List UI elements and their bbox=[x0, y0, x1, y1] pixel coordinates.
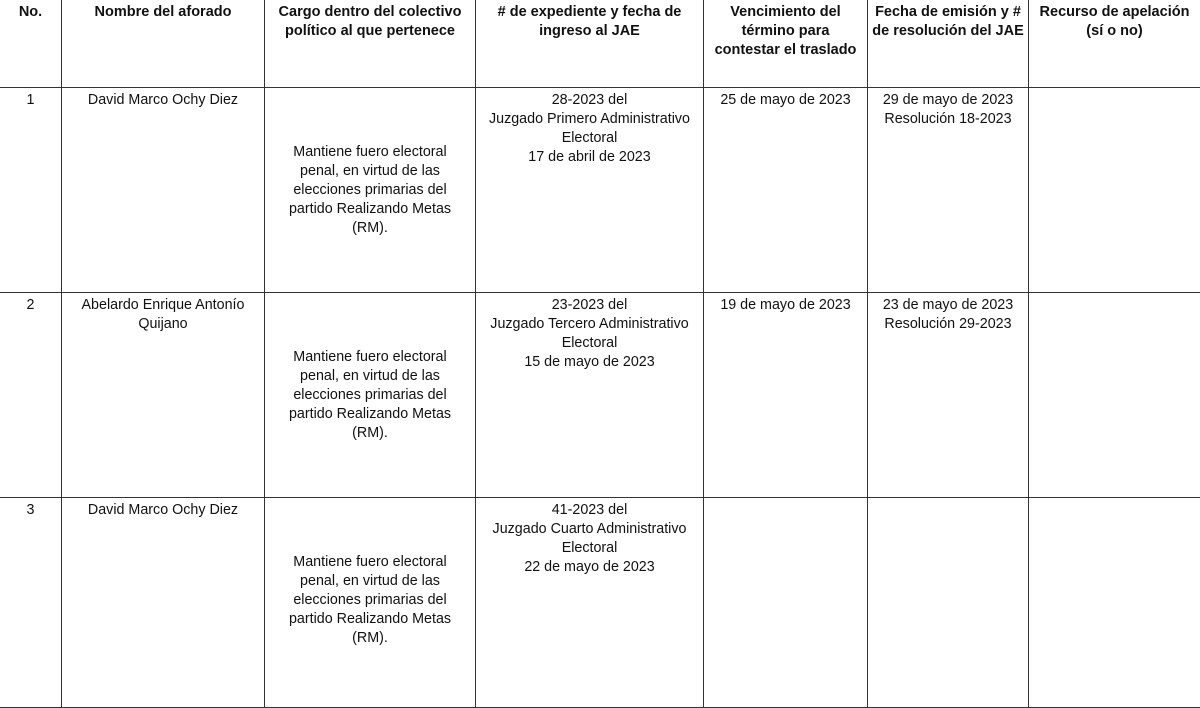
cell-cargo bbox=[265, 498, 476, 708]
cell-expediente bbox=[476, 293, 704, 498]
expediente-type: Electoral bbox=[482, 334, 697, 353]
cell-cargo bbox=[265, 88, 476, 293]
row-number: 3 bbox=[0, 498, 61, 520]
row-number: 1 bbox=[0, 88, 61, 110]
expediente-court: Juzgado Cuarto Administrativo bbox=[482, 520, 697, 539]
vencimiento-date: 19 de mayo de 2023 bbox=[704, 293, 867, 315]
aforado-name: Abelardo Enrique Antonío Quijano bbox=[62, 293, 264, 334]
expediente-date: 17 de abril de 2023 bbox=[482, 148, 697, 167]
emision-date: 23 de mayo de 2023 bbox=[874, 296, 1022, 315]
header-emision bbox=[868, 0, 1029, 88]
header-nombre bbox=[62, 0, 265, 88]
expediente-number: 41-2023 del bbox=[482, 501, 697, 520]
header-no-label: No. bbox=[0, 3, 61, 22]
expediente-block bbox=[476, 293, 703, 372]
expediente-date: 22 de mayo de 2023 bbox=[482, 558, 697, 577]
header-vencimiento-label: Vencimiento del término para contestar el traslado bbox=[704, 3, 867, 60]
cell-expediente bbox=[476, 498, 704, 708]
cargo-text: Mantiene fuero electoral penal, en virtud de las elecciones primarias del partido Realizando Metas (RM). bbox=[265, 88, 475, 238]
cell-vencimiento bbox=[704, 498, 868, 708]
cell-emision bbox=[868, 293, 1029, 498]
expediente-type: Electoral bbox=[482, 539, 697, 558]
cell-no bbox=[0, 88, 62, 293]
cell-vencimiento bbox=[704, 88, 868, 293]
cell-emision bbox=[868, 498, 1029, 708]
expediente-court: Juzgado Tercero Administrativo bbox=[482, 315, 697, 334]
expediente-type: Electoral bbox=[482, 129, 697, 148]
header-emision-label: Fecha de emisión y # de resolución del JAE bbox=[868, 3, 1028, 41]
recurso-value bbox=[1029, 88, 1200, 91]
cell-nombre bbox=[62, 498, 265, 708]
recurso-value bbox=[1029, 293, 1200, 296]
cell-recurso bbox=[1029, 88, 1200, 293]
recurso-value bbox=[1029, 498, 1200, 501]
cell-no bbox=[0, 498, 62, 708]
cell-nombre bbox=[62, 293, 265, 498]
emision-date: 29 de mayo de 2023 bbox=[874, 91, 1022, 110]
header-cargo bbox=[265, 0, 476, 88]
expediente-block bbox=[476, 498, 703, 577]
header-recurso-label: Recurso de apelación (sí o no) bbox=[1029, 3, 1200, 41]
header-recurso bbox=[1029, 0, 1200, 88]
cell-vencimiento bbox=[704, 293, 868, 498]
vencimiento-date: 25 de mayo de 2023 bbox=[704, 88, 867, 110]
header-no bbox=[0, 0, 62, 88]
table-row bbox=[0, 293, 1200, 498]
resolucion-number: Resolución 29-2023 bbox=[874, 315, 1022, 334]
vencimiento-date bbox=[704, 498, 867, 501]
expediente-number: 28-2023 del bbox=[482, 91, 697, 110]
cell-expediente bbox=[476, 88, 704, 293]
table-row bbox=[0, 498, 1200, 708]
cell-nombre bbox=[62, 88, 265, 293]
expediente-number: 23-2023 del bbox=[482, 296, 697, 315]
table-row bbox=[0, 88, 1200, 293]
cargo-text: Mantiene fuero electoral penal, en virtud de las elecciones primarias del partido Realizando Metas (RM). bbox=[265, 293, 475, 443]
emision-block bbox=[868, 498, 1028, 501]
header-nombre-label: Nombre del aforado bbox=[62, 3, 264, 22]
cell-recurso bbox=[1029, 498, 1200, 708]
aforado-name: David Marco Ochy Diez bbox=[62, 88, 264, 110]
header-expediente-label: # de expediente y fecha de ingreso al JAE bbox=[476, 3, 703, 41]
emision-block bbox=[868, 88, 1028, 129]
cell-cargo bbox=[265, 293, 476, 498]
cargo-text: Mantiene fuero electoral penal, en virtud de las elecciones primarias del partido Realizando Metas (RM). bbox=[265, 498, 475, 648]
row-number: 2 bbox=[0, 293, 61, 315]
header-row bbox=[0, 0, 1200, 88]
cell-no bbox=[0, 293, 62, 498]
header-expediente bbox=[476, 0, 704, 88]
cell-recurso bbox=[1029, 293, 1200, 498]
expediente-block bbox=[476, 88, 703, 167]
emision-block bbox=[868, 293, 1028, 334]
aforado-name: David Marco Ochy Diez bbox=[62, 498, 264, 520]
resolucion-number: Resolución 18-2023 bbox=[874, 110, 1022, 129]
expediente-date: 15 de mayo de 2023 bbox=[482, 353, 697, 372]
header-cargo-label: Cargo dentro del colectivo político al que pertenece bbox=[265, 3, 475, 41]
expediente-court: Juzgado Primero Administrativo bbox=[482, 110, 697, 129]
header-vencimiento bbox=[704, 0, 868, 88]
cell-emision bbox=[868, 88, 1029, 293]
